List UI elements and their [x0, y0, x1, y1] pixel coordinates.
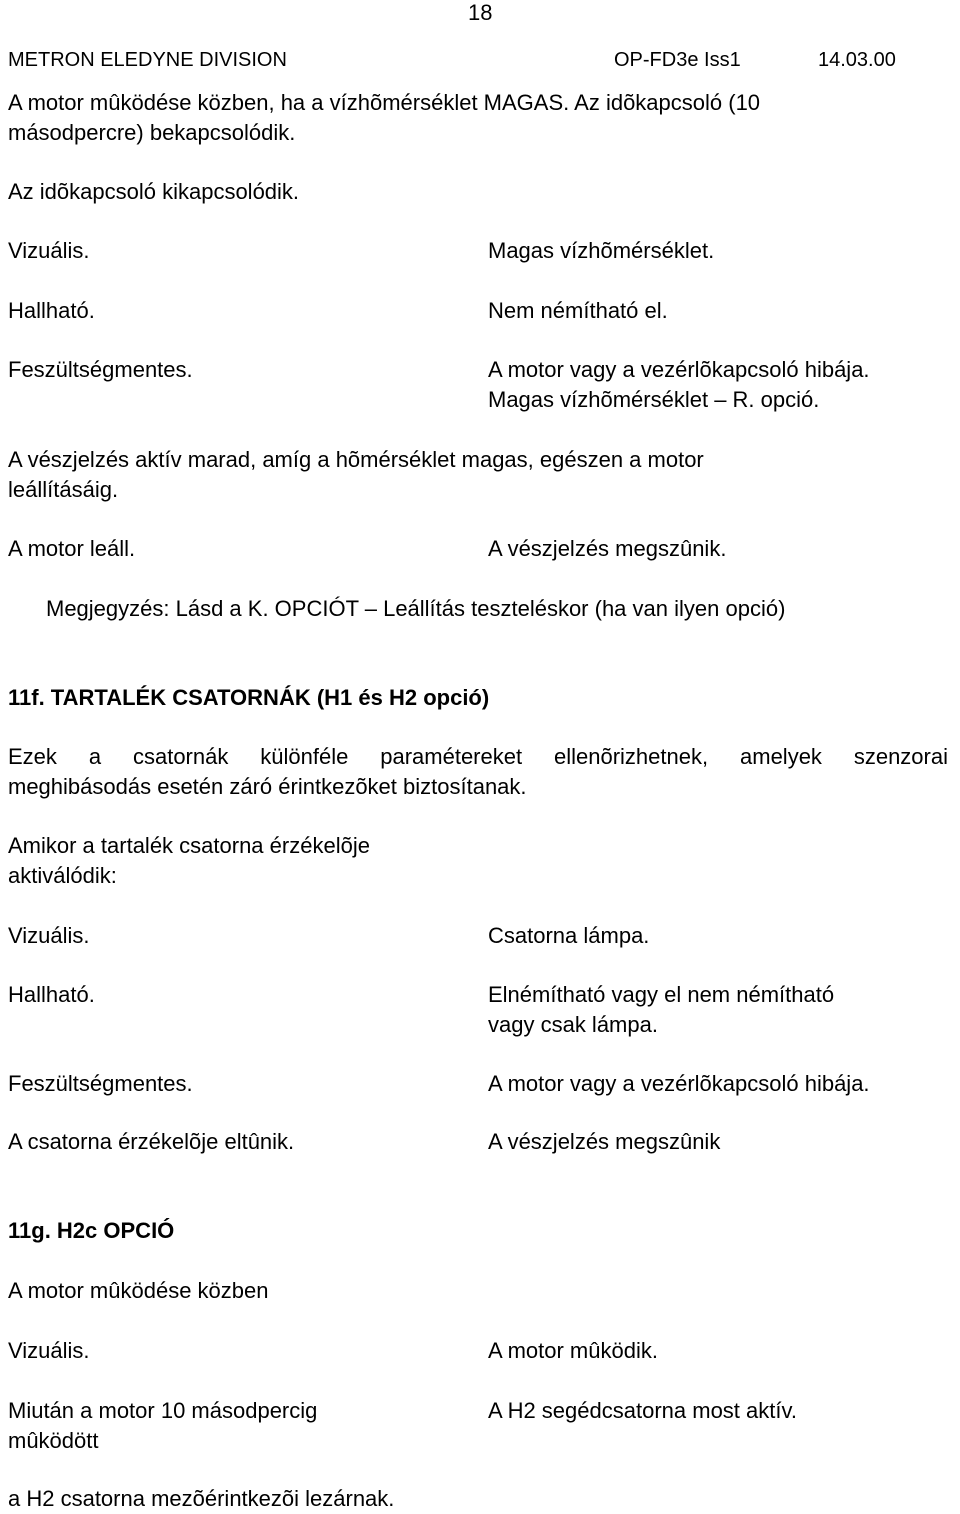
visual-label: Vizuális.	[8, 923, 90, 948]
deenergized-label: Feszültségmentes.	[8, 357, 193, 382]
channel-lamp-value: Csatorna lámpa.	[488, 923, 650, 948]
motor-running-value: A motor mûködik.	[488, 1338, 658, 1363]
motor-running-text: A motor mûködése közben	[8, 1278, 269, 1303]
note-text: Megjegyzés: Lásd a K. OPCIÓT – Leállítás teszteléskor (ha van ilyen opció)	[46, 596, 786, 621]
alarm-note-line-2: leállításáig.	[8, 477, 119, 502]
alarm-cleared-value: A vészjelzés megszûnik.	[488, 536, 727, 561]
visual-label: Vizuális.	[8, 1338, 90, 1363]
audible-label: Hallható.	[8, 982, 95, 1007]
timer-off-text: Az idõkapcsoló kikapcsolódik.	[8, 179, 300, 204]
deenergized-value-line-2: Magas vízhõmérséklet – R. opció.	[488, 387, 820, 412]
mute-value-line-2: vagy csak lámpa.	[488, 1012, 658, 1037]
when-activated-line-1: Amikor a tartalék csatorna érzékelõje	[8, 833, 370, 858]
header-company: METRON ELEDYNE DIVISION	[8, 49, 287, 71]
mute-value-line-1: Elnémítható vagy el nem némítható	[488, 982, 835, 1007]
deenergized-value-line-1: A motor vagy a vezérlõkapcsoló hibája.	[488, 357, 870, 382]
after-10s-label-line-2: mûködött	[8, 1428, 99, 1453]
audible-value: Nem némítható el.	[488, 298, 668, 323]
after-10s-label-line-1: Miután a motor 10 másodpercig	[8, 1398, 318, 1423]
alarm-cleared-value: A vészjelzés megszûnik	[488, 1129, 721, 1154]
when-activated-line-2: aktiválódik:	[8, 863, 117, 888]
deenergized-label: Feszültségmentes.	[8, 1071, 193, 1096]
alarm-note-line-1: A vészjelzés aktív marad, amíg a hõmérséklet magas, egészen a motor	[8, 447, 704, 472]
visual-value: Magas vízhõmérséklet.	[488, 238, 715, 263]
sensor-cleared-label: A csatorna érzékelõje eltûnik.	[8, 1129, 295, 1154]
audible-label: Hallható.	[8, 298, 95, 323]
h2-contacts-close-text: a H2 csatorna mezõérintkezõi lezárnak.	[8, 1486, 395, 1511]
header-doc-code: OP-FD3e Iss1	[614, 49, 741, 71]
header-date: 14.03.00	[818, 49, 896, 71]
section-11f-paragraph-line-1: Ezek a csatornák különféle paramétereket ellenõrizhetnek, amelyek szenzorai	[8, 744, 948, 769]
deenergized-value: A motor vagy a vezérlõkapcsoló hibája.	[488, 1071, 870, 1096]
intro-line-2: másodpercre) bekapcsolódik.	[8, 120, 296, 145]
section-11g-heading: 11g. H2c OPCIÓ	[8, 1218, 175, 1243]
visual-label: Vizuális.	[8, 238, 90, 263]
page-number: 18	[468, 0, 493, 25]
section-11f-paragraph-line-2: meghibásodás esetén záró érintkezõket biztosítanak.	[8, 774, 527, 799]
h2-active-value: A H2 segédcsatorna most aktív.	[488, 1398, 797, 1423]
motor-stop-label: A motor leáll.	[8, 536, 136, 561]
section-11f-heading: 11f. TARTALÉK CSATORNÁK (H1 és H2 opció)	[8, 685, 490, 710]
intro-line-1: A motor mûködése közben, ha a vízhõmérséklet MAGAS. Az idõkapcsoló (10	[8, 90, 761, 115]
